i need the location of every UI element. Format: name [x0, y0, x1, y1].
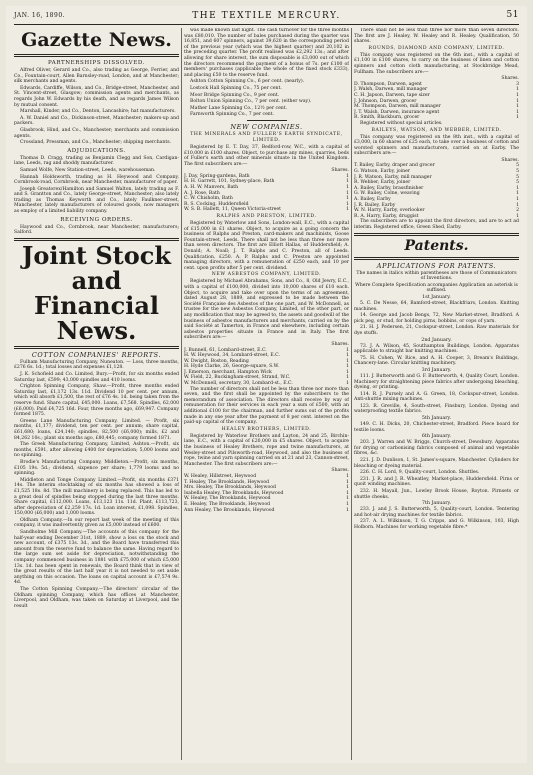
cotton-company-report: Greens Lane Manufacturing Company, Limited. — Profit, six months, £1,177; dividend, ten per cent. per annum; share capital, £61,680; loans, £24,140; spindles, 82,500 (£6,000); mills, £2 and 84,262 10s.; plant six months ago, £80,445; company formed 1871.	[14, 418, 179, 441]
partnership-notice: Edwards, Cardiffe, Wilson, and Co., Bridge-street, Manchester, and St. Vincent-street, Glasgow; commission agents and merchants, as regards John W. Edwards by his death, and as regards James Wilson by mutual consent.	[14, 85, 179, 108]
subscriber-shares: 1	[346, 473, 349, 479]
column-3	[354, 28, 519, 760]
patent-note-list	[354, 271, 519, 294]
partnership-notice: A. W. Daniel and Co., Dickinson-street, Manchester; makers-up and packers.	[14, 115, 179, 127]
subscriber-name: W. Dwight, Boston, Reading	[184, 358, 249, 364]
company-paragraph: The number of directors shall not be less than three nor more than seven, and the first shall be appointed by the subscribers to the memorandum of association. The directors shall receive by way of remuneration for their services in each year a sum of £500, with an additional £100 for the chairman, and further sums out of the profits made in any one year after the payment of 8 per cent. interest on the paid-up capital of the company.	[184, 386, 349, 426]
partnership-notice: Crossland, Pressman, and Co., Manchester; shipping merchants.	[20, 140, 172, 146]
subscriber-shares: 1	[346, 353, 349, 359]
company-paragraph: Registered by Waterlow and Sons, London-wall, E.C., with a capital of £15,000 in £1 shares. Object, to acquire as a going concern the business of Ralphs and Preston, card-makers and machinists, Goose Fountain-street, Leeds. There shall not be less than three nor more than seven directors. The first are Elliott Hallas, of Huddersfield; A. Donald; A. Noall; J. T. Ralphs and C. Preston, all of Leeds. Qualification, £250. A. P. Ralphs and C. Preston are appointed managing directors, with a remuneration of £250 each, and 10 per cent. upon profits after 5 per cent. dividend.	[184, 221, 349, 271]
subscriber-list	[354, 163, 519, 219]
subscriber-shares: 1	[516, 92, 519, 98]
subscriber-name: H. Hyde Clarke, 26, George-square, S.W.	[184, 364, 279, 370]
company-paragraph: This company was registered on the 6th inst., with a capital of £1,100 in £100 shares, to carry on the business of linen and cotton spinners and cotton cloth manufacturing, at Stockbridge Mead, Fullham. The subscribers are:—	[354, 52, 519, 75]
subscriber-name: W. Healey, The Brooklands, Heywood	[184, 496, 271, 502]
report-paragraph-list	[184, 28, 349, 118]
subscriber-name: Isabella Healey, The Brooklands, Heywood	[184, 490, 284, 496]
report-paragraph: Farnworth Spinning Co., 7 per cent.	[190, 112, 275, 118]
subscriber-shares: 1	[346, 485, 349, 491]
shares-label: Shares.	[331, 468, 349, 474]
subscriber-name: R. Webber, Earby, joiner	[354, 180, 411, 186]
subscriber-shares: 1	[346, 496, 349, 502]
subscriber-shares: 1	[346, 381, 349, 387]
subscriber-list	[184, 348, 349, 387]
column-1	[14, 28, 179, 760]
running-head	[14, 10, 519, 25]
subscriber-name: C. W. Chisholm, Bath	[184, 196, 233, 202]
subscriber-name: C. H. Japson, Darwen, tape sizer	[354, 92, 430, 98]
cotton-company-report: The Cotton Spinning Company.—The directors' circular of the Oldham spinning Company, which has offices at Manchester, Liverpool, and Oldham, was taken on Saturday at Liverpool, and the result	[14, 587, 179, 609]
patent-application: 21. H. J. Pedersen, 21, Cockspur-street, London. Raw materials for dye stuffs.	[354, 325, 519, 336]
subscriber-name: A. J. Rose, Bath	[184, 190, 220, 196]
subscriber-name: H. H. Garrett, 101, Sydney-place, Bath	[184, 179, 275, 185]
subscriber-shares: 1	[516, 191, 519, 197]
subscriber-name: E. Healey, The Brooklands, Heywood	[184, 501, 271, 507]
subscriber-shares: 1	[346, 479, 349, 485]
patent-application: 111. J. Butterworth and G. F. Butterworth, 4, Quality Court, London. Machinery for straightening piece fabrics after undergoing bleaching, dyeing, or printing.	[354, 373, 519, 391]
cotton-company-report: The Greek Manufacturing Company, Limited, Ashton.—Profit, six months, £591, after allowing £400 for depreciation; 5,000 looms and no spinning.	[14, 442, 179, 459]
section-heading: RECEIVING ORDERS.	[60, 216, 133, 223]
subscriber-shares: 1	[516, 115, 519, 121]
subscriber-shares: 1	[346, 490, 349, 496]
patent-application: 221. J. D. Dunlison, 1, St. James's-square, Manchester. Cylinders for bleaching or dyeing material.	[354, 458, 519, 469]
patent-application: 123. R. Greville, 4, South-street, Finsbury, London. Dyeing and waterproofing textile fabrics.	[354, 403, 519, 415]
subscriber-name: W. N. Harry, Earby, overlooker	[354, 208, 425, 214]
subscriber-name: H. W. Heywood, 34, Lombard-street, E.C.	[184, 353, 280, 359]
patent-application: 5. C. De Nesse, 64, Bamford-street, Blackfriars, London. Knitting machines.	[354, 300, 519, 312]
cotton-company-report: Brodie's Manufacturing Company, Middleton.—Profit, six months, £105 19s. 5d.; dividend, sixpence per share; 1,779 looms and no spinning.	[14, 459, 179, 477]
subscriber-name: D. Thompson, Darwen, agent	[354, 81, 422, 87]
subscriber-shares: 1	[346, 375, 349, 381]
subscriber-name: R. Smith, Blackburn, grocer	[354, 115, 420, 121]
company-paragraph: Registered without special articles.	[360, 120, 443, 126]
patent-application: 232. H. Mayall, Jun., Lowley Brook House, Royton. Pirnsets or shuttle cheeks.	[354, 489, 519, 500]
company-paragraph: This company was registered on the 8th inst., with a capital of £3,000, in 60 shares of £25 each, to take over a business of cotton and worsted spinners and manufacturers, carried on at Earby. The subscribers are:—	[354, 134, 519, 157]
cotton-company-report: Fulham Manufacturing Company, Nuneaton. — Loss, three months, £276 6s. 1d.; total losses and expenses £1,128.	[14, 359, 179, 371]
subscriber-shares: 1	[346, 364, 349, 370]
shares-label: Shares.	[501, 157, 519, 163]
divider	[354, 257, 519, 260]
patent-note: Where Complete Specification accompanies Application an asterisk is suffixed.	[355, 282, 518, 294]
subscriber-name: Mrs. Healey, The Brooklands, Heywood	[184, 485, 276, 491]
company-paragraph-list	[354, 121, 519, 127]
subscriber-shares: 1	[516, 197, 519, 203]
subscriber-shares: 1	[516, 185, 519, 191]
divider	[354, 233, 519, 236]
company-paragraph: Registered by E. T. Day, 37, Bedford-row, W.C., with a capital of £10,000 in £100 shares. Object, to purchase any mines, quarries, beds of Fuller's earth and other minerals situate in the United Kingdom. The first subscribers are:—	[184, 144, 349, 167]
section-heading: COTTON COMPANIES' REPORTS.	[31, 350, 162, 359]
subscriber-name: A. Bailey, Earby	[354, 197, 391, 203]
company-paragraph-list	[184, 221, 349, 271]
subscriber-shares: 1	[346, 358, 349, 364]
patents-heading: Patents.	[404, 237, 469, 254]
column-rule	[351, 28, 352, 760]
adjudication-notice: Samuel Wolfe, New Station-street, Leeds, warehouseman.	[20, 167, 156, 173]
subscriber-name: J. Bunnell, 61, Lombard-street, E.C.	[184, 347, 267, 353]
section-heading: PARTNERSHIPS DISSOLVED.	[47, 60, 146, 66]
column-rule	[181, 28, 182, 760]
divider	[14, 54, 179, 57]
company-paragraph-list	[354, 135, 519, 157]
patent-application: 14. George and Jacob Bengs, 72, New Market-street, Bradford. A pick peg, or stud, for holding pirns, bobbins, or cops of yarn.	[354, 313, 519, 324]
company-paragraph-list	[354, 53, 519, 75]
partnership-notice: Glasbrook, Hind, and Co., Manchester; merchants and commission agents.	[14, 127, 179, 139]
section-heading: APPLICATIONS FOR PATENTS.	[376, 261, 497, 270]
company-paragraph: There shall not be less than three nor more than seven directors. The first are J. Healey, W. Healey and R. Healey. Qualification, 50 shares.	[354, 28, 519, 45]
divider	[14, 346, 179, 349]
company-paragraph-list	[184, 434, 349, 468]
company-heading: ROUNDS, DIAMOND AND COMPANY, LIMITED.	[368, 45, 505, 51]
cotton-company-report: Crighton Spinning Company, Shaw.—Profit, three months ended Saturday last, £1,172 13s. 11d. Dividend 10 per cent. per annum, which will absorb £1,500, the rest of £76 4s. 1d. being taken from the reserve fund. Share capital, £45,000. Loans, £7,568. Spindles, 62,000 (£6,000). Paid £4,725 16d. Four, three months ago, £69,947. Company formed 1875.	[14, 384, 179, 418]
subscriber-shares: 1	[346, 369, 349, 375]
company-heading: THE MINERALS AND FULLER'S EARTH SYNDICATE, LIMITED.	[190, 131, 343, 143]
newspaper-title: THE TEXTILE MERCURY.	[192, 11, 341, 21]
subscriber-shares: 1	[346, 173, 349, 179]
patent-note: The names in italics within parentheses are those of Communicators of Inventions.	[356, 270, 517, 282]
report-paragraph: Bolton Union Spinning Co., 7 per cent. (either way).	[190, 99, 312, 105]
subscriber-shares: 1	[346, 190, 349, 196]
subscriber-name: J. R. Watson, Earby, mill manager	[354, 174, 432, 180]
subscriber-name: W. Healey, Hillstreet, Heywood	[184, 473, 257, 479]
company-paragraph-list	[354, 219, 519, 230]
adjudication-notice-list	[14, 156, 179, 215]
subscriber-shares: 1	[346, 185, 349, 191]
subscriber-name: W. S. B. Hallett, 11, Queen Victoria-street	[184, 207, 281, 213]
subscriber-name: R. S. Cocking, Huddersfield	[184, 201, 249, 207]
subscriber-list	[354, 82, 519, 121]
patent-day-heading: 3rd January.	[421, 367, 452, 373]
subscriber-shares: 5	[516, 180, 519, 186]
subscriber-name: T. Bailey, Earby, draper and grocer	[354, 163, 435, 169]
joint-stock-heading-line1: Joint Stock and	[21, 240, 172, 295]
subscriber-shares: 1	[516, 109, 519, 115]
subscriber-shares: 1	[516, 213, 519, 219]
subscriber-name: G. W. Bailey, Colne, weaving	[354, 191, 420, 197]
subscriber-name: A. H. W. Manvers, Bath	[184, 185, 239, 191]
subscriber-name: W. McDonnell, secretary, 30, Lombard-st., E.C.	[184, 381, 293, 387]
patent-day-heading: 6th January.	[421, 434, 452, 440]
company-heading: RALPHS AND PRESTON, LIMITED.	[216, 214, 317, 220]
divider	[247, 120, 287, 121]
subscriber-shares: 1	[346, 201, 349, 207]
subscriber-shares: 1	[346, 507, 349, 513]
company-paragraph-list	[184, 279, 349, 341]
gazette-news-heading: Gazette News.	[21, 29, 172, 51]
shares-label: Shares.	[331, 168, 349, 174]
adjudication-notice: Joseph Greatorex/Hamilton and Samuel Walton, lately trading as F. and S. Grantton and Co., lately George-street, Manchester; also lately trading as Thomas Keyworth and Co., lately Faulkner-street, Manchester, lately manufacturers of coloured goods, now managers as employ of a limited liability company.	[14, 186, 179, 215]
subscriber-name: M. Thompson, Darwen, mill manager	[354, 104, 441, 110]
subscriber-name: J. Emerson, merchant, Hampton Wick	[184, 369, 272, 375]
company-heading: NEW ASBESTOS COMPANY, LIMITED.	[211, 272, 322, 278]
patent-application: 231. J. R. and J. R. Wheatley, Market-place, Huddersfield. Pirns or quoit winding machines.	[354, 476, 519, 488]
subscriber-shares: 1	[346, 196, 349, 202]
cotton-company-report: J. K. Schofield and Co. Limited, Bury.—Profit, for six months ended Saturday last, £599; 43,000 spindles and 410 looms.	[14, 372, 179, 383]
subscriber-shares: 5	[516, 163, 519, 169]
report-paragraph: was made known last night. The cash turnover for the three months was £80,010. The number of bales purchased during the quarter was 16,851, and 607 spinners, against 39,620 in the corresponding period of the previous year (which was the highest quarter) and 20,102 in the preceding quarter. The profit realised was £2,292 13s.; and after allowing for share interest, the sum disposable is £3,000 out of which the directors recommend the payment of a bonus of 7s. per £100 of members' purchases (applicable the whole of the fixed stock £333), and placing £50 to the reserve fund.	[184, 28, 349, 78]
patent-application: 203. J. Warren and W. Briggs, Church-street, Dewsbury. Apparatus for drying or carbonising fabrics composed of animal and vegetable fibres, &c.	[354, 440, 519, 457]
subscriber-shares: 1	[346, 501, 349, 507]
subscriber-name: T. Healey, The Brooklands, Heywood	[184, 479, 270, 485]
newspaper-page	[6, 6, 527, 763]
subscriber-shares: 3	[516, 81, 519, 87]
subscriber-name: Ann Healey, The Brooklands, Heywood	[184, 507, 275, 513]
subscriber-shares: 5	[516, 174, 519, 180]
subscriber-name: J. Johnson, Darwen, grocer	[354, 98, 417, 104]
subscriber-name: W. Field, 22, Buckingham-street, Strand, W.C.	[184, 375, 291, 381]
company-paragraph-list	[354, 28, 519, 45]
cotton-company-report-list	[14, 360, 179, 610]
joint-stock-heading-line2: Financial News.	[33, 290, 159, 345]
patent-application: 149. C. H. Dicks, 20, Chichester-street, Bradford. Piece board for textile looms.	[354, 422, 519, 433]
subscriber-name: A. Bailey, Earby, brassfinisher	[354, 185, 424, 191]
patent-application: 233. J. and J. S. Butterworth, 5, Quality-court, London. Tentering and hot-air drying machines for textile fabrics.	[354, 507, 519, 518]
cotton-company-report: Middleton and Tonge Company Limited.—Profit, six months £371 14s. The interim stocktaking of six months has showed a loss of £1,525 18s. 8d. The mill machinery is being replaced. This has led to a great deal of spindles being stopped during the last three months. Share capital, £112,000. Loans, £13,123 11s. 11d. Plant, £113,723, after depreciation of £2,259 17s. 1d. Loan interest, £1,098. Spindles, 150,000 (£6,000) and 1,000 looms.	[14, 477, 179, 517]
subscriber-name: R. A. Harry, Earby, druggist	[354, 213, 419, 219]
page-number: 51	[506, 10, 519, 20]
company-heading: BAILEYS, WATSON, AND WEBBER, LIMITED.	[371, 127, 502, 133]
company-paragraph: Registered by Michael Abrahams, Sons, and Co., 8, Old Jewry, E.C., with a capital of £100,000, divided into 10,000 shares of £10 each. Object, to acquire and take over upon the terms of an agreement, dated August 28, 1889, and expressed to be made between the Société Française des Asbestos of the one part, and W. McDonnell, as trustee for the new Asbestos Company, Limited, of the other part, or any modification that may be agreed to, the assets and goodwill of the business of asbestos manufacturers and merchants, carried on by the said Société at Tamerton, in France and elsewhere, including certain asbestos properties situate in France and in Italy. The first subscribers are:—	[184, 279, 349, 341]
subscriber-shares: 1	[346, 179, 349, 185]
subscriber-shares: 2	[516, 208, 519, 214]
partnership-notice-list	[14, 68, 179, 146]
partnership-notice: Alfred Oliver, Gerard and Co., also trading as George, Ferrier, and Co., Fountain-court, Allen Barnsley-road, London, and at Manchester; silk merchants and agents.	[14, 68, 179, 85]
patent-day-heading: 2nd January.	[421, 337, 452, 343]
report-paragraph: Moor Bridge Spinning Co., 9 per cent.	[190, 92, 280, 98]
subscriber-shares: 1	[516, 104, 519, 110]
issue-date: JAN. 16, 1890.	[14, 12, 66, 19]
adjudication-notice: Hannah Holdsworth, trading as H. Heywood and Company, Cornbrook-road, Cornbrook, near Manchester, manufacturer of paper.	[14, 174, 179, 186]
patent-application: 75. H. Cohen, W. Rice, and A. H. Cooper, 3, Bream's Buildings, Chancery-lane. Circular knitting machinery.	[354, 355, 519, 367]
subscriber-name: J. T. Walsh, Darwen, insurance agent	[354, 109, 440, 115]
company-paragraph: The subscribers are to appoint the first directors, and are to act ad interim. Registered office, Green Shed, Earby.	[354, 219, 519, 230]
company-heading: HEALEY BROTHERS, LIMITED.	[221, 426, 312, 432]
subscriber-row	[184, 207, 349, 213]
subscriber-shares: 1	[346, 207, 349, 213]
patent-application: 226. C. H. Lord, 9, Quality-court, London. Shuttles.	[360, 470, 480, 476]
subscriber-list	[184, 174, 349, 213]
shares-label: Shares.	[501, 76, 519, 82]
company-paragraph: Registered by Waterlow Brothers and Layton, 24 and 25, Birchin-lane, E.C., with a capital of £20,000 in £5 shares. Object, to acquire the business of Healey Brothers, rope and twine manufacturers, at Wesley-street and Pilsworth-road, Heywood, and also the business of rope, twine and yarn spinning carried on at 21 and 23, Cannon-street, Manchester. The first subscribers are:—	[184, 433, 349, 467]
subscriber-name: G. Watson, Earby, joiner	[354, 169, 411, 175]
company-paragraph-list	[184, 387, 349, 426]
section-heading: ADJUDICATIONS.	[67, 147, 126, 154]
subscriber-shares: 1	[516, 202, 519, 208]
subscriber-shares: 1	[346, 347, 349, 353]
receiving-order-notice: Haywood and Co., Cornbrook, near Manchester, manufacturers; Salford.	[14, 224, 179, 236]
subscriber-name: J. Day, Spring-gardens, Bath	[184, 173, 250, 179]
joint-stock-heading	[14, 240, 179, 345]
patent-day-heading: 5th January.	[421, 416, 452, 422]
subscriber-shares: 5	[516, 169, 519, 175]
subscriber-shares: 1	[516, 98, 519, 104]
patent-days	[354, 295, 519, 531]
patent-day-heading: 7th January.	[421, 501, 452, 507]
column-2	[184, 28, 349, 760]
subscriber-name: J. R. Bailey, Earby	[354, 202, 396, 208]
report-paragraph: Ashton Cotton Spinning Co., 6 per cent. (nearly).	[190, 79, 305, 85]
report-paragraph: Mather Lane Spinning Co., 12½ per cent.	[190, 105, 288, 111]
subscriber-row	[184, 508, 349, 514]
patent-day-heading: 1st January.	[422, 294, 451, 300]
patent-application: 114. R. J. Pursely and A. G. Green, 18, Cockspur-street, London. Anti-shuttle mixing machines.	[354, 391, 519, 403]
subscriber-shares: 1	[516, 87, 519, 93]
adjudication-notice: Thomas D. Cragg, trading as Benjamin Clegg and Son, Cardigan-lane, Leeds, rag and shoddy manufacturer.	[14, 155, 179, 167]
cotton-company-report: Sandholme Mill Company.—The accounts of this company for the half-year ending December 31st, 1889, show a loss on the stock and new account, of £375 13s. 3d., and the Board have transferred this amount from the reserve fund to balance the same. Having regard to the large sum set aside for depreciation, notwithstanding the company commenced business in 1881 with £75,000 of which £5,000 13s. 1d. has been spent in renewals, the Board think that in view of the great results of the last half year it is not needed to set aside anything on this occasion. The loans on capital account is £7,574 9s. 4d.	[14, 530, 179, 586]
subscriber-name: J. Walsh, Darwen, mill manager	[354, 87, 428, 93]
section-heading: NEW COMPANIES.	[230, 122, 303, 131]
subscriber-list	[184, 474, 349, 513]
patent-application: 237. A. L. Wilkinson, T. G. Cripps, and G. Wilkinson, 103, High Holborn. Machines for working vegetable fibre.*	[354, 519, 519, 530]
cotton-company-report: Oldham Company.—In our report last week of the meeting of this company, it was inadvertently given as £5,000 instead of £600.	[14, 517, 179, 529]
receiving-order-notice-list	[14, 225, 179, 236]
partnership-notice: Marshall, Kinder, and Co., Denton, Lancashire; hat manufacturers.	[20, 109, 176, 115]
shares-label: Shares.	[331, 341, 349, 347]
report-paragraph: Lostock Hall Spinning Co., 75 per cent.	[190, 85, 282, 91]
patent-application: 73. J. A. Wilson, 45, Southampton Buildings, London. Apparatus applicable to straight bar knitting machines.	[354, 343, 519, 355]
